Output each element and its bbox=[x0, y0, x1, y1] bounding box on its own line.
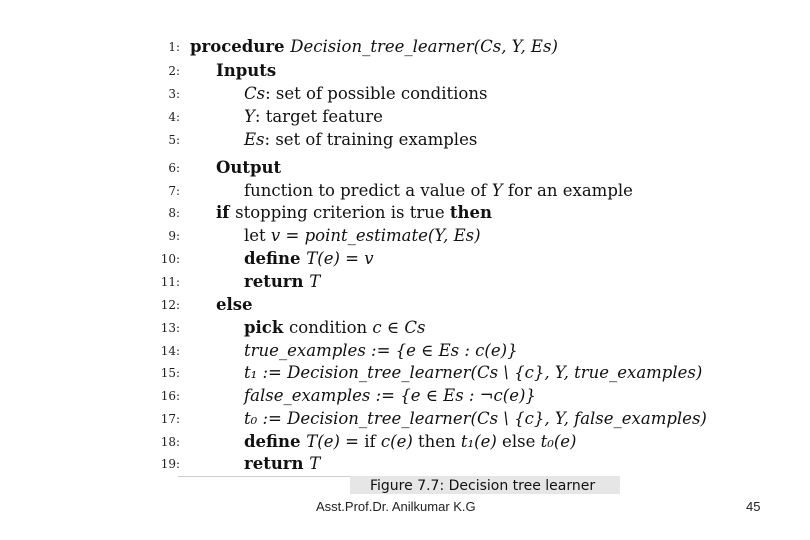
code-token: let bbox=[244, 226, 271, 245]
code-token: define bbox=[244, 249, 307, 268]
code-token: Inputs bbox=[216, 61, 277, 80]
code-token: else bbox=[216, 295, 253, 314]
line-number: 15: bbox=[160, 366, 180, 380]
code-token: Y bbox=[244, 107, 255, 126]
code-token: return bbox=[244, 454, 310, 473]
code-token: T bbox=[309, 454, 321, 473]
line-code bbox=[190, 36, 558, 58]
code-token: condition bbox=[289, 318, 373, 337]
line-number: 13: bbox=[160, 321, 180, 335]
code-token: t₀ := Decision_tree_learner(Cs \ {c}, Y, false_examples) bbox=[244, 409, 707, 428]
code-token: point_estimate(Y, Es) bbox=[304, 226, 481, 245]
code-token: t₀(e) bbox=[540, 432, 577, 451]
code-token: t₁ := Decision_tree_learner(Cs \ {c}, Y, true_examples) bbox=[244, 363, 703, 382]
code-token: stopping criterion is true bbox=[235, 203, 450, 222]
code-token: Output bbox=[216, 158, 282, 177]
code-token: : target feature bbox=[254, 107, 383, 126]
code-token: Decision_tree_learner(Cs, Y, Es) bbox=[290, 37, 558, 56]
caption-rule bbox=[178, 476, 350, 477]
line-code bbox=[244, 340, 518, 362]
code-token: if bbox=[216, 203, 236, 222]
code-token: pick bbox=[244, 318, 290, 337]
code-token: true_examples := {e ∈ Es : c(e)} bbox=[244, 341, 518, 360]
code-token: T(e) = bbox=[306, 432, 365, 451]
line-code bbox=[244, 106, 383, 128]
code-token: false_examples := {e ∈ Es : ¬c(e)} bbox=[244, 386, 536, 405]
line-number: 6: bbox=[168, 161, 180, 175]
line-number: 11: bbox=[160, 275, 180, 289]
code-token: Es bbox=[244, 130, 265, 149]
code-token: then bbox=[412, 432, 461, 451]
code-token: return bbox=[244, 272, 310, 291]
line-number: 2: bbox=[168, 64, 180, 78]
code-token: c ∈ Cs bbox=[372, 318, 426, 337]
line-code bbox=[244, 129, 477, 151]
code-token: for an example bbox=[502, 181, 633, 200]
line-number: 5: bbox=[168, 133, 180, 147]
line-code bbox=[216, 294, 253, 316]
line-number: 1: bbox=[168, 40, 180, 54]
code-token: c(e) bbox=[380, 432, 413, 451]
code-token: t₁(e) bbox=[460, 432, 497, 451]
figure-caption: Figure 7.7: Decision tree learner bbox=[350, 476, 620, 494]
line-code bbox=[244, 225, 481, 247]
line-number: 9: bbox=[168, 229, 180, 243]
line-number: 16: bbox=[160, 389, 180, 403]
code-token: T(e) = v bbox=[306, 249, 374, 268]
line-code bbox=[244, 271, 320, 293]
line-number: 17: bbox=[160, 412, 180, 426]
line-number: 10: bbox=[160, 252, 180, 266]
code-token: Cs bbox=[244, 84, 266, 103]
line-code bbox=[244, 431, 576, 453]
line-code bbox=[216, 202, 492, 224]
line-number: 18: bbox=[160, 435, 180, 449]
line-code bbox=[244, 317, 425, 339]
code-token: : set of possible conditions bbox=[265, 84, 488, 103]
line-number: 19: bbox=[160, 457, 180, 471]
code-token: define bbox=[244, 432, 307, 451]
line-code bbox=[244, 248, 374, 270]
code-token: else bbox=[496, 432, 541, 451]
line-code bbox=[216, 60, 276, 82]
line-code bbox=[244, 180, 633, 202]
line-number: 4: bbox=[168, 110, 180, 124]
line-code bbox=[216, 157, 281, 179]
line-number: 8: bbox=[168, 206, 180, 220]
line-code bbox=[244, 83, 487, 105]
line-number: 12: bbox=[160, 298, 180, 312]
code-token: T bbox=[309, 272, 321, 291]
code-token: function to predict a value of bbox=[244, 181, 492, 200]
line-number: 7: bbox=[168, 184, 180, 198]
code-token: Y bbox=[491, 181, 503, 200]
code-token: v bbox=[270, 226, 281, 245]
footer-author: Asst.Prof.Dr. Anilkumar K.G bbox=[316, 499, 476, 514]
code-token: : set of training examples bbox=[264, 130, 478, 149]
line-code bbox=[244, 453, 320, 475]
code-token: procedure bbox=[190, 37, 291, 56]
line-code bbox=[244, 385, 536, 407]
line-code bbox=[244, 408, 707, 430]
line-code bbox=[244, 362, 702, 384]
page-number: 45 bbox=[746, 499, 761, 514]
code-token: then bbox=[449, 203, 493, 222]
code-token: if bbox=[364, 432, 381, 451]
line-number: 3: bbox=[168, 87, 180, 101]
code-token: = bbox=[280, 226, 305, 245]
line-number: 14: bbox=[160, 344, 180, 358]
